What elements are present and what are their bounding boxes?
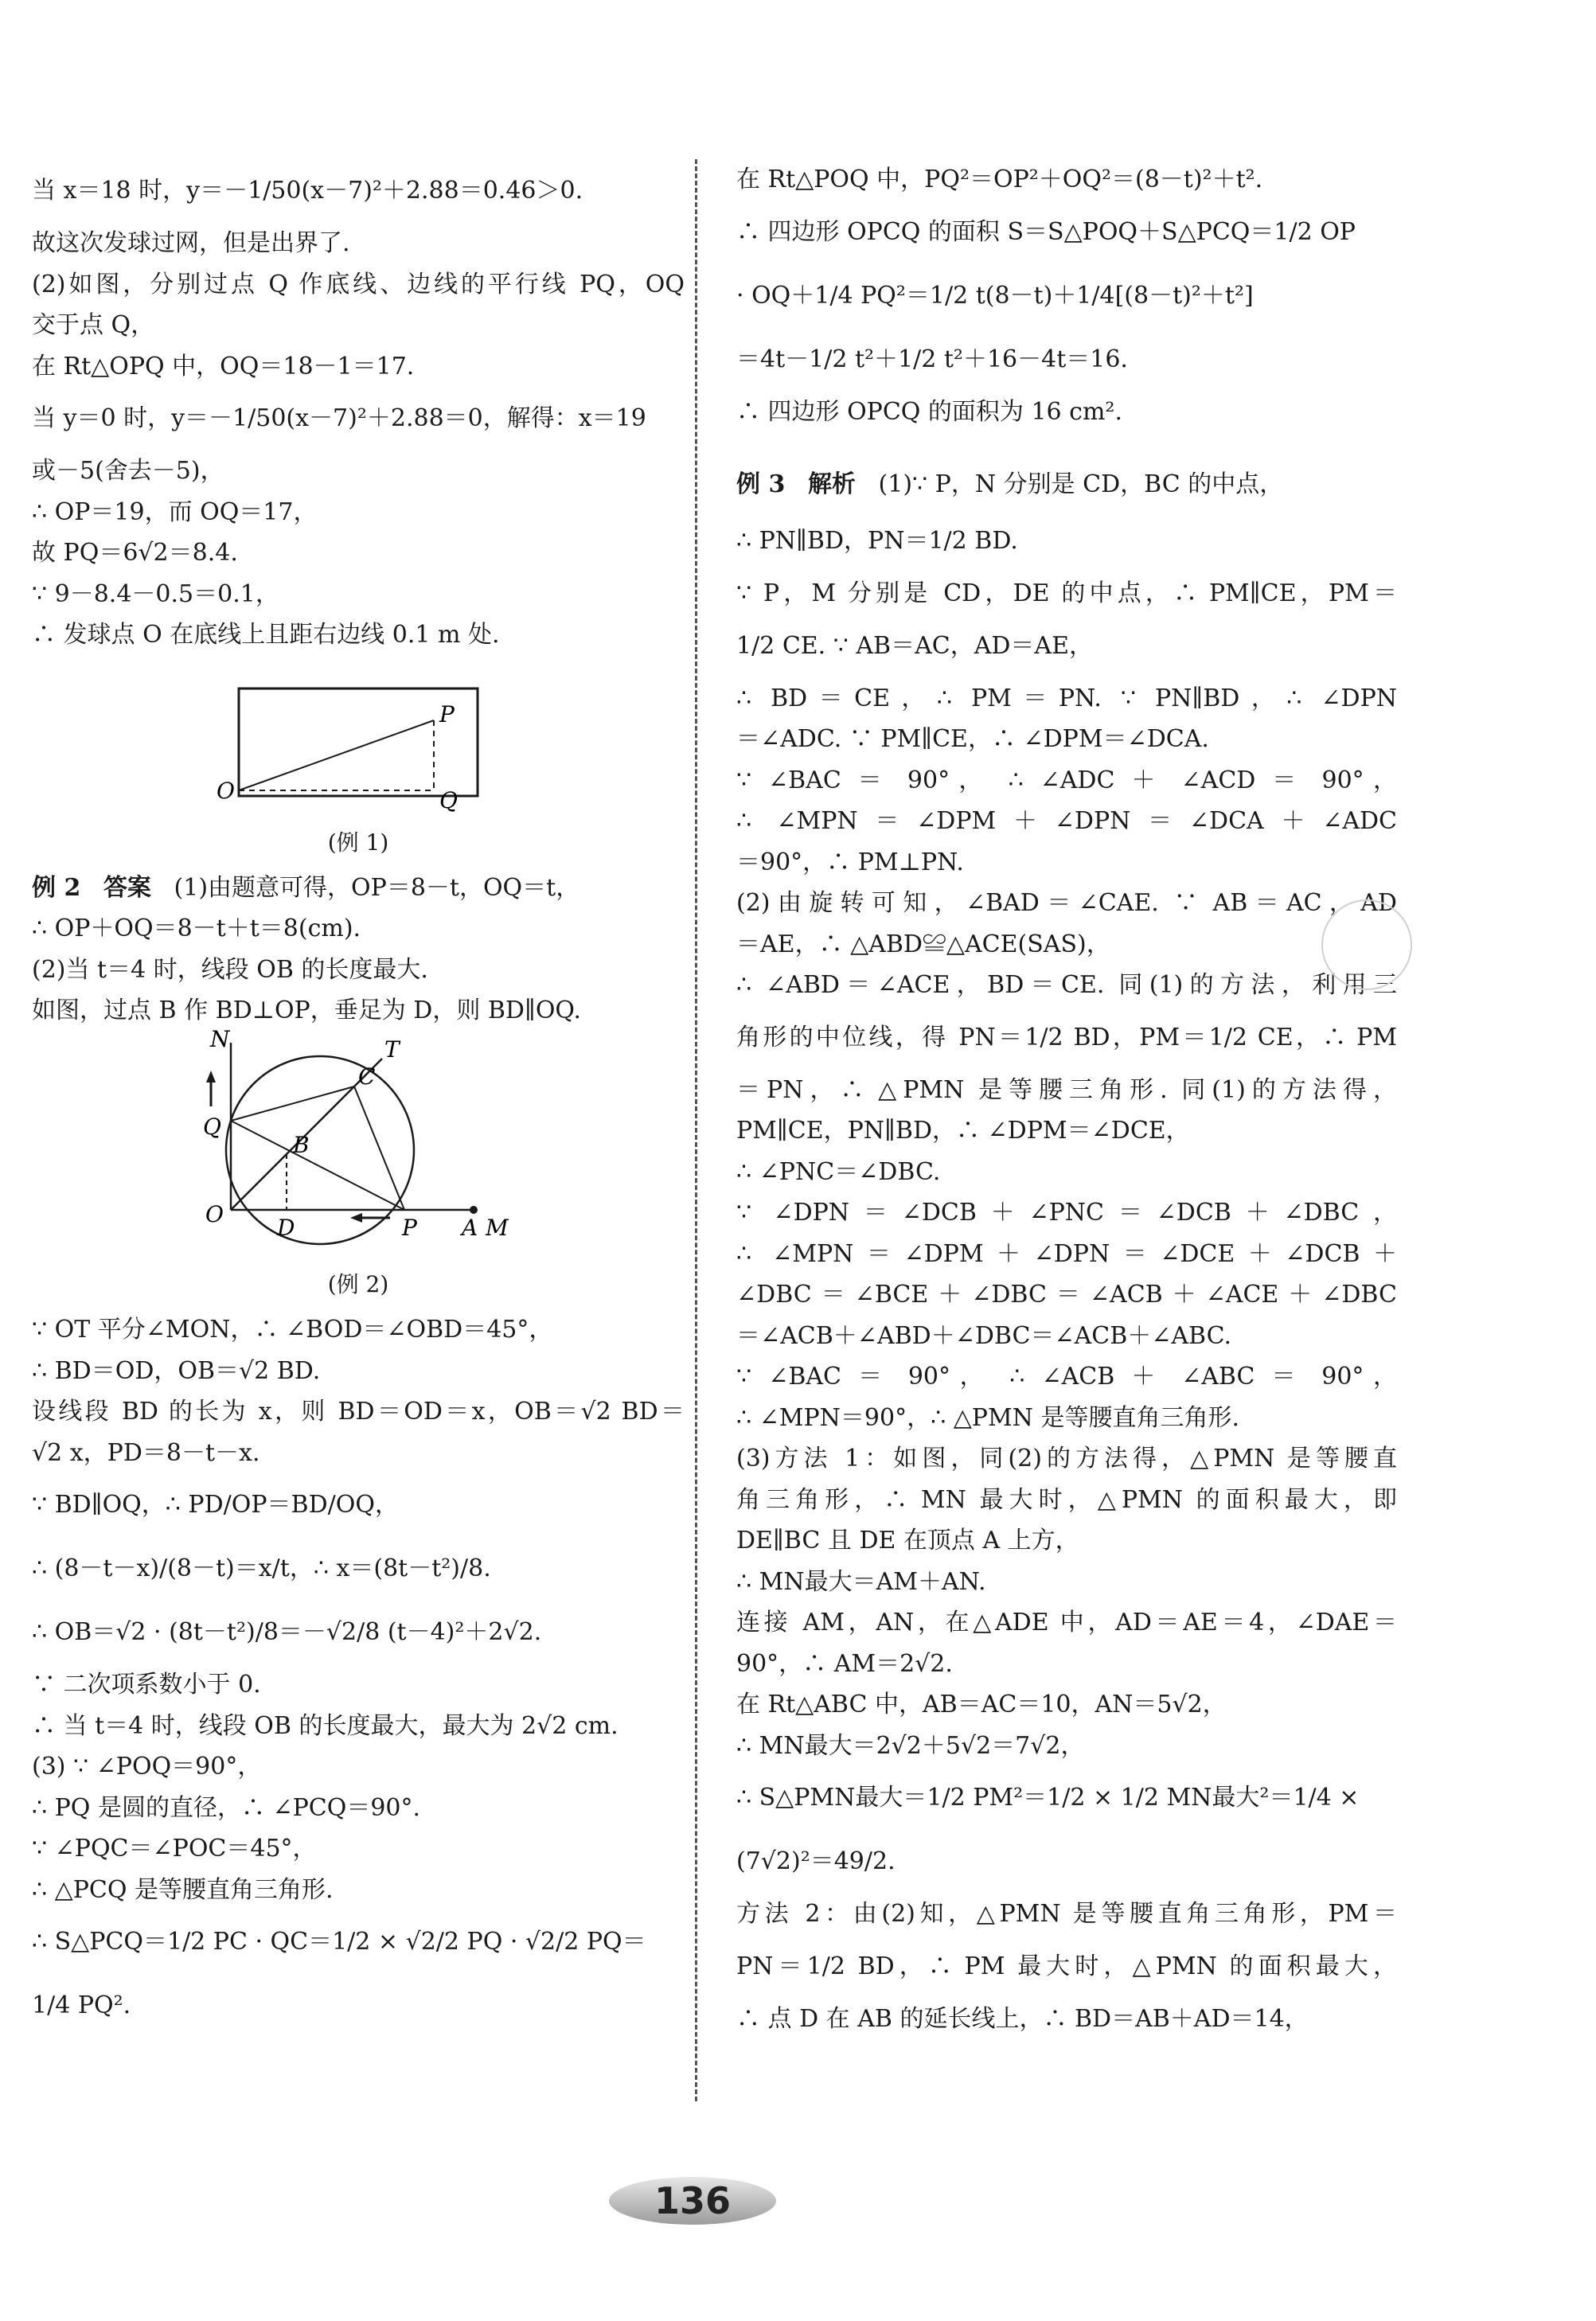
label-o: O [217, 778, 235, 804]
figure-example-2 [199, 1027, 533, 1250]
text-line: 设线段 BD 的长为 x，则 BD＝OD＝x，OB＝√2 BD＝ [32, 1398, 685, 1426]
text-line: ∴ 四边形 OPCQ 的面积 S＝S△POQ＋S△PCQ＝1/2 OP [736, 217, 1356, 246]
text-line: · OQ＋1/4 PQ²＝1/2 t(8－t)＋1/4[(8－t)²＋t²] [736, 281, 1254, 310]
text-line: ＝PN，∴ △PMN 是等腰三角形. 同(1)的方法得， [736, 1075, 1397, 1104]
text-line: 在 Rt△POQ 中，PQ²＝OP²＋OQ²＝(8－t)²＋t². [736, 166, 1263, 193]
text-line: ＝∠ADC. ∵ PM∥CE，∴ ∠DPM＝∠DCA. [736, 725, 1209, 753]
text-line: ∴ OP＝19，而 OQ＝17， [32, 497, 318, 526]
text-line: ∵ 二次项系数小于 0. [32, 1671, 261, 1699]
right-column [736, 159, 1397, 432]
text-line: ∴ △PCQ 是等腰直角三角形. [32, 1875, 334, 1904]
text-line: ∠DBC＝∠BCE＋∠DBC＝∠ACB＋∠ACE＋∠DBC [736, 1281, 1397, 1309]
text-line: (3)方法 1：如图，同(2)的方法得，△PMN 是等腰直 [736, 1445, 1397, 1473]
text-line: ∵ ∠BAC ＝ 90°， ∴ ∠ADC ＋ ∠ACD ＝ 90°， [736, 766, 1397, 794]
text-line: PN＝1/2 BD，∴ PM 最大时，△PMN 的面积最大， [736, 1952, 1397, 1980]
page-number: 136 [654, 2179, 732, 2222]
label-o: O [205, 1201, 224, 1227]
example-label: 例 3 [736, 470, 786, 498]
text-line: 交于点 Q， [32, 311, 155, 339]
label-b: B [293, 1132, 310, 1158]
text-line: (2)当 t＝4 时，线段 OB 的长度最大. [32, 955, 428, 984]
text-line: ∴ MN最大＝2√2＋5√2＝7√2， [736, 1731, 1085, 1760]
text-line: 角形的中位线，得 PN＝1/2 BD，PM＝1/2 CE，∴ PM [736, 1023, 1397, 1051]
text-line: ∴ S△PCQ＝1/2 PC · QC＝1/2 × √2/2 PQ · √2/2 PQ＝ [32, 1928, 646, 1956]
text-line: ∴ BD＝CE，∴ PM＝PN. ∵ PN∥BD，∴ ∠DPN [736, 684, 1397, 712]
example-2-heading [32, 868, 579, 908]
right-column-part-2 [736, 509, 1397, 2039]
text-line: ∵ P，M 分别是 CD，DE 的中点，∴ PM∥CE，PM＝ [736, 579, 1397, 607]
text-line: 连接 AM，AN，在△ADE 中，AD＝AE＝4，∠DAE＝ [736, 1609, 1397, 1636]
figure-caption: (例 1) [327, 829, 389, 856]
text-line: 在 Rt△OPQ 中，OQ＝18－1＝17. [32, 352, 415, 380]
text-line: (2)如图，分别过点 Q 作底线、边线的平行线 PQ，OQ [32, 270, 685, 298]
text-line: ∴ 四边形 OPCQ 的面积为 16 cm². [736, 397, 1122, 426]
column-divider [695, 159, 697, 2101]
text-line: (3) ∵ ∠POQ＝90°， [32, 1753, 262, 1781]
text-line: ∵ ∠PQC＝∠POC＝45°， [32, 1835, 317, 1863]
text-line: 或－5(舍去－5)， [32, 457, 224, 485]
text-line: ∴ 发球点 O 在底线上且距右边线 0.1 m 处. [32, 621, 500, 649]
label-q: Q [439, 787, 458, 813]
text-line: ∴ ∠MPN＝∠DPM＋∠DPN＝∠DCE＋∠DCB＋ [736, 1239, 1397, 1268]
answer-tag: 答案 [103, 874, 151, 902]
text-line: ∴ 点 D 在 AB 的延长线上，∴ BD＝AB＋AD＝14， [736, 2004, 1309, 2033]
text-line: ∴ ∠MPN＝90°，∴ △PMN 是等腰直角三角形. [736, 1403, 1240, 1432]
text-line: 角三角形，∴ MN 最大时，△PMN 的面积最大，即 [736, 1485, 1397, 1514]
watermark-stamp [1321, 899, 1412, 990]
label-d: D [277, 1215, 295, 1241]
text-line: 1/4 PQ². [32, 1991, 131, 2019]
text-line: 当 x＝18 时，y＝－1/50(x－7)²＋2.88＝0.46＞0. [32, 177, 583, 205]
text-line: ∴ PN∥BD，PN＝1/2 BD. [736, 527, 1018, 555]
text-line: PM∥CE，PN∥BD，∴ ∠DPM＝∠DCE， [736, 1117, 1190, 1145]
text-line: ∴ ∠PNC＝∠DBC. [736, 1157, 941, 1186]
label-n: N [210, 1027, 230, 1052]
text-line: 如图，过点 B 作 BD⊥OP，垂足为 D，则 BD∥OQ. [32, 997, 582, 1024]
label-p: P [439, 701, 455, 728]
text-line: ＝4t－1/2 t²＋1/2 t²＋16－4t＝16. [736, 345, 1128, 373]
text-line: √2 x，PD＝8－t－x. [32, 1438, 260, 1467]
text-line: 故 PQ＝6√2＝8.4. [32, 539, 238, 567]
text-line: (1)由题意可得，OP＝8－t，OQ＝t， [174, 874, 580, 902]
text-line: ∴ ∠MPN＝∠DPM＋∠DPN＝∠DCA＋∠ADC [736, 807, 1397, 835]
text-line: ∴ PQ 是圆的直径，∴ ∠PCQ＝90°. [32, 1793, 421, 1822]
example-3-heading [736, 464, 1283, 505]
label-t: T [384, 1036, 400, 1063]
text-line: ∴ ∠ABD＝∠ACE，BD＝CE. 同(1)的方法，利用三 [736, 971, 1397, 999]
page-number-badge [605, 2173, 780, 2229]
text-line: ∵ BD∥OQ，∴ PD/OP＝BD/OQ， [32, 1491, 399, 1519]
example-label: 例 2 [32, 874, 81, 902]
text-line: 当 y＝0 时，y＝－1/50(x－7)²＋2.88＝0，解得：x＝19 [32, 404, 646, 432]
text-line: (7√2)²＝49/2. [736, 1847, 896, 1875]
text-line: ∴ OB＝√2 · (8t－t²)/8＝－√2/8 (t－4)²＋2√2. [32, 1618, 542, 1646]
text-line: ∴ MN最大＝AM＋AN. [736, 1567, 986, 1596]
label-a: A [462, 1215, 478, 1241]
figure-example-1 [207, 681, 494, 816]
label-q: Q [203, 1114, 221, 1140]
text-line: ∵ 9－8.4－0.5＝0.1， [32, 579, 279, 608]
text-line: (1)∵ P，N 分别是 CD，BC 的中点， [878, 470, 1284, 498]
left-column [32, 159, 685, 656]
text-line: 在 Rt△ABC 中，AB＝AC＝10，AN＝5√2， [736, 1691, 1227, 1718]
text-line: ＝∠ACB＋∠ABD＋∠DBC＝∠ACB＋∠ABC. [736, 1321, 1232, 1350]
analysis-tag: 解析 [807, 470, 856, 498]
text-line: ∴ OP＋OQ＝8－t＋t＝8(cm). [32, 915, 361, 942]
text-line: ∴ (8－t－x)/(8－t)＝x/t，∴ x＝(8t－t²)/8. [32, 1554, 491, 1582]
left-column-part-3 [32, 1309, 685, 2038]
text-line: DE∥BC 且 DE 在顶点 A 上方， [736, 1527, 1079, 1554]
figure-caption: (例 2) [327, 1271, 389, 1297]
text-line: 方法 2：由(2)知，△PMN 是等腰直角三角形，PM＝ [736, 1900, 1397, 1928]
text-line: ∵ ∠DPN＝∠DCB＋∠PNC＝∠DCB＋∠DBC， [736, 1199, 1397, 1227]
label-c: C [358, 1063, 376, 1090]
text-line: ∴ BD＝OD，OB＝√2 BD. [32, 1356, 321, 1385]
label-m: M [486, 1215, 509, 1241]
text-line: ∴ 当 t＝4 时，线段 OB 的长度最大，最大为 2√2 cm. [32, 1711, 618, 1740]
text-line: ∵ OT 平分∠MON，∴ ∠BOD＝∠OBD＝45°， [32, 1316, 553, 1344]
text-line: ＝90°，∴ PM⊥PN. [736, 848, 964, 876]
text-line: 1/2 CE. ∵ AB＝AC，AD＝AE， [736, 631, 1093, 660]
left-column-part-2 [32, 908, 685, 1032]
text-line: ∵ ∠BAC ＝ 90°， ∴ ∠ACB ＋ ∠ABC ＝ 90°， [736, 1363, 1397, 1391]
text-line: 故这次发球过网，但是出界了. [32, 229, 350, 257]
text-line: ＝AE，∴ △ABD≌△ACE(SAS)， [736, 930, 1110, 958]
text-line: (2)由旋转可知，∠BAD＝∠CAE. ∵ AB＝AC，AD [736, 889, 1397, 917]
label-p: P [402, 1215, 417, 1241]
text-line: 90°，∴ AM＝2√2. [736, 1649, 953, 1678]
text-line: ∴ S△PMN最大＝1/2 PM²＝1/2 × 1/2 MN最大²＝1/4 × [736, 1784, 1360, 1812]
